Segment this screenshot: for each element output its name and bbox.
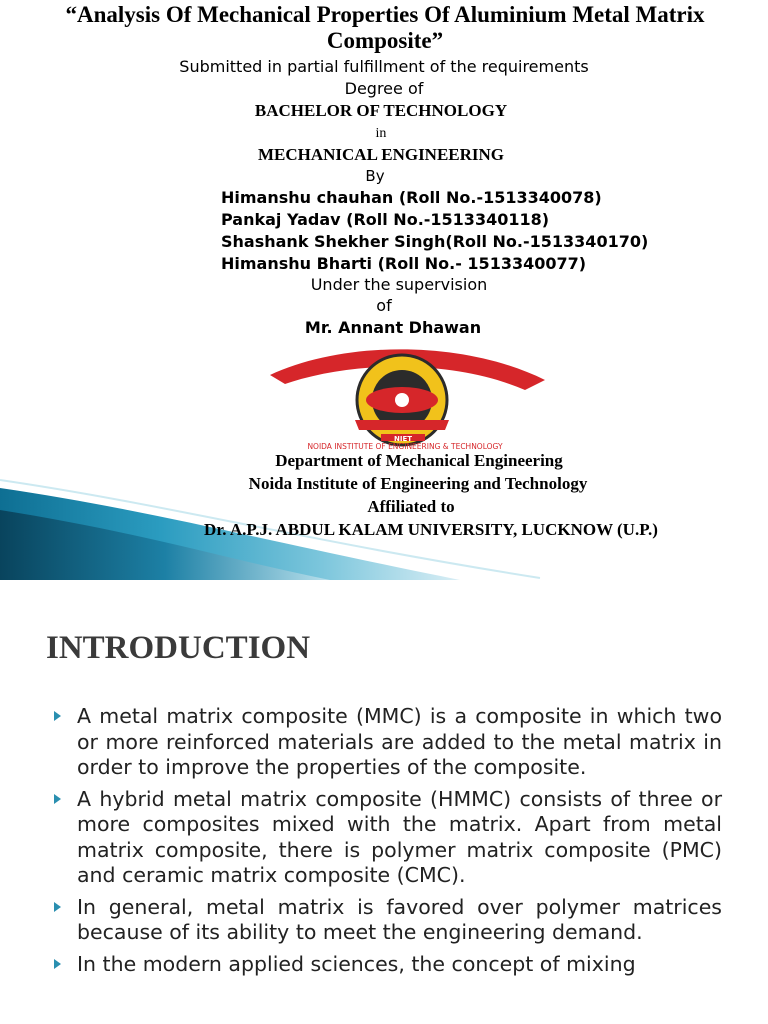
student-2: Pankaj Yadav (Roll No.-1513340118) xyxy=(221,210,550,229)
student-4: Himanshu Bharti (Roll No.- 1513340077) xyxy=(221,254,587,273)
under-supervision-text: Under the supervision xyxy=(310,275,488,294)
bullet-list xyxy=(52,704,722,983)
list-item xyxy=(52,895,722,946)
by-text: By xyxy=(365,167,385,185)
list-item xyxy=(52,952,722,978)
introduction-title: INTRODUCTION xyxy=(46,630,311,666)
in-text: in xyxy=(375,126,387,141)
bullet-text: In general, metal matrix is favored over polymer matrices because of its ability to meet the engineering demand. xyxy=(77,894,722,944)
list-item xyxy=(52,704,722,781)
bullet-text: A hybrid metal matrix composite (HMMC) consists of three or more composites mixed with the matrix. Apart from metal matrix composite, there is polymer matrix composite (PMC) and ceramic matrix composite (CMC). xyxy=(77,786,722,887)
logo-abbr: NIET xyxy=(393,435,413,443)
degree-of-text: Degree of xyxy=(344,79,424,98)
university-name: Dr. A.P.J. ABDUL KALAM UNIVERSITY, LUCKNOW (U.P.) xyxy=(204,520,658,539)
list-item xyxy=(52,787,722,889)
submitted-text: Submitted in partial fulfillment of the requirements xyxy=(179,57,589,76)
of-text: of xyxy=(376,296,392,315)
presentation-title: “Analysis Of Mechanical Properties Of Aluminium Metal Matrix Composite” xyxy=(65,2,705,53)
bullet-arrow-icon xyxy=(54,959,61,969)
department-name: Department of Mechanical Engineering xyxy=(275,451,563,470)
degree-name: BACHELOR OF TECHNOLOGY xyxy=(254,101,508,120)
bullet-arrow-icon xyxy=(54,902,61,912)
bullet-text: A metal matrix composite (MMC) is a composite in which two or more reinforced materials are added to the metal matrix in order to improve the properties of the composite. xyxy=(77,704,722,779)
logo-caption: NOIDA INSTITUTE OF ENGINEERING & TECHNOLOGY xyxy=(307,442,503,451)
bullet-arrow-icon xyxy=(54,711,61,721)
student-1: Himanshu chauhan (Roll No.-1513340078) xyxy=(221,188,602,207)
bullet-arrow-icon xyxy=(54,794,61,804)
branch-name: MECHANICAL ENGINEERING xyxy=(257,145,505,164)
niet-logo xyxy=(255,342,555,452)
supervisor-name: Mr. Annant Dhawan xyxy=(304,318,482,337)
bullet-text: In the modern applied sciences, the concept of mixing xyxy=(77,951,636,976)
affiliated-text: Affiliated to xyxy=(367,497,455,516)
introduction-slide xyxy=(0,580,768,1024)
student-3: Shashank Shekher Singh(Roll No.-1513340170) xyxy=(221,232,649,251)
institute-name: Noida Institute of Engineering and Technology xyxy=(248,474,588,493)
